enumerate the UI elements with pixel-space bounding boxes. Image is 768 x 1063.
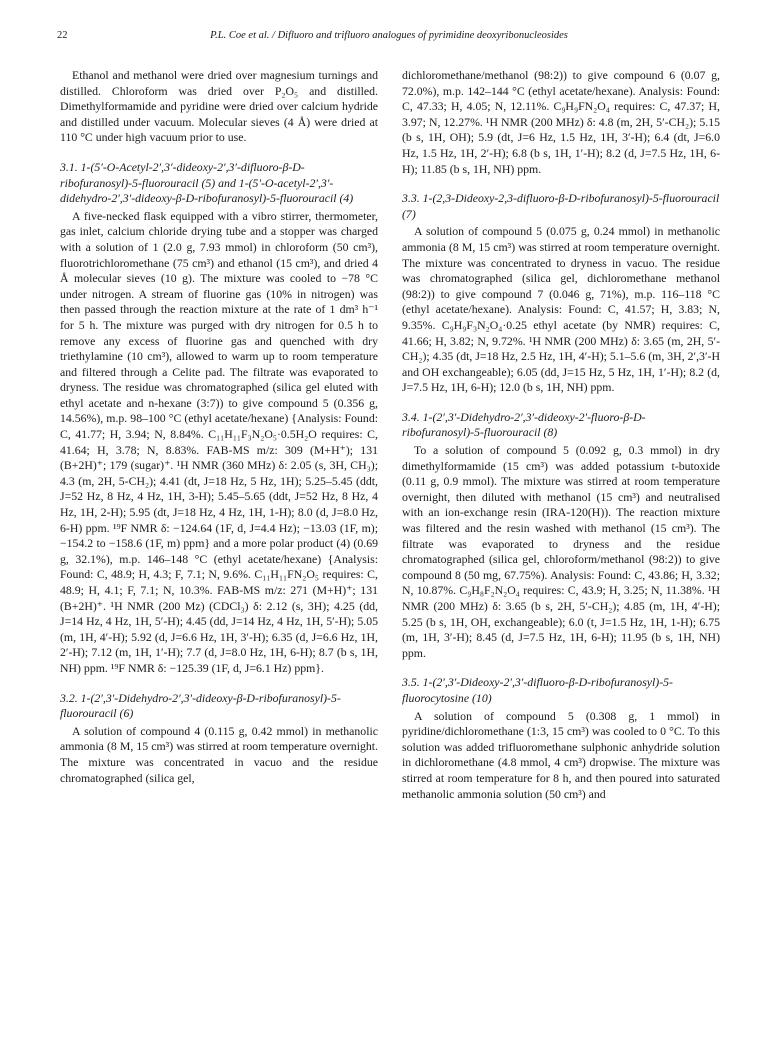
paragraph-3-1: A five-necked flask equipped with a vibro stirrer, thermometer, gas inlet, calcium chloride drying tube and a stopper was charged with a solution of 1 (2.0 g, 7.93 mmol) in chloroform (50 cm³), fluorotrichloromethane (75 cm³) and ethanol (15 cm³), and dried 4 Å molecular sieves (10 g). The mixture was cooled to −78 °C under nitrogen. A stream of fluorine gas (10% in nitrogen) was then passed through the reaction mixture at the rate of 1 dm³ h⁻¹ for 5 h. The mixture was purged with dry nitrogen for 0.5 h to remove any excess of fluorine gas and quenched with dry triethylamine (10 cm³), allowed to warm up to room temperature and filtered through a Celite pad. The filtrate was evaporated to dryness. The residue was chromatographed (silica gel eluted with ethyl acetate and n-hexane (3:7)) to give compound 5 (0.356 g, 14.56%), m.p. 98–100 °C (ethyl acetate/hexane) {Analysis: Found: C, 41.77; H, 3.94; N, 8.84%. C₁₁H₁₁F₃N₂O₅·0.5H₂O requires: C, 41.64; H, 3.78; N, 8.83%. FAB-MS m/z: 309 (M+H⁺); 131 (B+2H)⁺; 179 (sugar)⁺. ¹H NMR (360 MHz) δ: 2.05 (s, 3H, CH₃); 4.3 (m, 2H, 5-CH₂); 4.41 (dt, J=18 Hz, 5 Hz, 1H); 5.25–5.45 (ddt, J=52 Hz, 8 Hz, 4 Hz, 1H, 3-H); 5.45–5.65 (ddt, J=52 Hz, 8 Hz, 4 Hz, 1H, 2-H); 5.95 (dt, J=18 Hz, 4 Hz, 1H, 1-H); 8.0 (d, J=8.0 Hz, 6-H) ppm. ¹⁹F NMR δ: −124.64 (1F, d, J=4.4 Hz); −13.03 (1F, m); −154.2 to −158.6 (1F, m) ppm} and a more polar product (4) (0.69 g, 32.1%), m.p. 146–148 °C (ethyl acetate/hexane) {Analysis: Found: C, 48.9; H, 4.3; F, 7.1; N, 9.6%. C₁₁H₁₁FN₂O₅ requires: C, 48.9; H, 4.1; F, 7.1; N, 10.3%. FAB-MS m/z: 271 (M+H)⁺; 131 (B+2H)⁺. ¹H NMR (200 Mz) (CDCl₃) δ: 2.12 (s, 3H); 4.25 (dd, J=14 Hz, 4 Hz, 1H, 5′-H); 4.45 (dd, J=14 Hz, 4 Hz, 1H, 5′-H); 5.05 (m, 1H, 4′-H); 5.92 (d, J=6.6 Hz, 1H, 3′-H); 6.35 (d, J=6.6 Hz, 1H, 2′-H); 7.12 (m, 1H, 1′-H); 7.7 (d, J=8.0 Hz, 1H, 6-H); 8.7 (b s, 1H, NH) ppm. ¹⁹F NMR δ: −125.39 (1F, d, J=6.1 Hz) ppm}. [60, 208, 378, 675]
section-heading-3-4: 3.4. 1-(2′,3′-Didehydro-2′,3′-dideoxy-2′-fluoro-β-D-ribofuranosyl)-5-fluorouracil (8) [402, 409, 646, 440]
running-header [57, 30, 721, 46]
paragraph-3-4: To a solution of compound 5 (0.092 g, 0.3 mmol) in dry dimethylformamide (15 cm³) was added potassium t-butoxide (0.11 g, 0.9 mmol). The mixture was stirred at room temperature overnight, then diluted with methanol (15 cm³) and neutralised with an ion-exchange resin (IRA-120(H)). The reaction mixture was filtered and the resin washed with methanol (15 cm³). The filtrate was evaporated to dryness and the residue chromatographed (silica gel, chloroform/methanol (98:2)) to give compound 8 (50 mg, 67.75%). Analysis: Found: C, 43.86; H, 3.32; N, 10.87%. C₉H₈F₂N₂O₄ requires: C, 43.9; H, 3.25; N, 11.38%. ¹H NMR (200 MHz) δ: 3.65 (b s, 2H, 5′-CH₂); 4.85 (m, 1H, 4′-H); 5.25 (b s, 1H, OH, exchangeable); 6.0 (t, J=1.5 Hz, 1H, 1-H); 6.75 (m, 1H, 3′-H); 8.45 (d, J=7.5 Hz, 1H, 6-H); 11.95 (b s, 1H, NH) ppm. [402, 443, 720, 660]
section-heading-3-1: 3.1. 1-(5′-O-Acetyl-2′,3′-dideoxy-2′,3′-difluoro-β-D-ribofuranosyl)-5-fluorouracil (5) and 1-(5′-O-acetyl-2′,3′-didehydro-2′,3′-dideoxy-β-D-ribofuranosyl)-5-fluorouracil (4) [60, 159, 354, 206]
right-column [402, 68, 720, 1043]
paragraph-solvents: Ethanol and methanol were dried over magnesium turnings and distilled. Chloroform was dried over P₂O₅ and distilled. Dimethylformamide and pyridine were dried over calcium hydride and distilled under vacuum. Molecular sieves (4 Å) were dried at 110 °C under high vacuum prior to use. [60, 68, 378, 145]
running-title: P.L. Coe et al. / Difluoro and trifluoro analogues of pyrimidine deoxyribonucleosides [210, 30, 568, 41]
page-number: 22 [57, 30, 68, 41]
section-heading-3-3: 3.3. 1-(2,3-Dideoxy-2,3-difluoro-β-D-ribofuranosyl)-5-fluorouracil (7) [402, 191, 720, 221]
section-heading-3-2: 3.2. 1-(2′,3′-Didehydro-2′,3′-dideoxy-β-D-ribofuranosyl)-5-fluorouracil (6) [60, 690, 341, 721]
paragraph-3-2: A solution of compound 4 (0.115 g, 0.42 mmol) in methanolic ammonia (8 M, 15 cm³) was stirred at room temperature overnight. The mixture was concentrated in vacuo and the residue chromatographed (silica gel, [60, 723, 378, 785]
paragraph-3-3: A solution of compound 5 (0.075 g, 0.24 mmol) in methanolic ammonia (8 M, 15 cm³) was stirred at room temperature overnight. The mixture was concentrated to dryness in vacuo. The residue was chromatographed (silica gel, dichloromethane methanol (98:2)) to give compound 7 (0.046 g, 71%), m.p. 116–118 °C (ethyl acetate/hexane). Analysis: Found: C, 41.57; H, 3.83; N, 9.35%. C₉H₉F₃N₂O₄·0.25 ethyl acetate (by NMR) requires: C, 41.66; H, 3.82; N, 9.72%. ¹H NMR (200 MHz) δ: 3.65 (m, 2H, 5′-CH₂); 4.35 (dt, J=18 Hz, 2.5 Hz, 1H, 4′-H); 5.1–5.6 (m, 3H, 2′,3′-H and OH exchangeable); 6.05 (dd, J=15 Hz, 5 Hz, 1H, 1′-H); 8.2 (d, J=7.5 Hz, 1H, 6-H); 12.0 (b s, 1H, NH) ppm. [402, 224, 720, 395]
section-heading-3-5: 3.5. 1-(2′,3′-Dideoxy-2′,3′-difluoro-β-D-ribofuranosyl)-5-fluorocytosine (10) [402, 675, 673, 705]
paragraph-3-2-continued: dichloromethane/methanol (98:2)) to give compound 6 (0.07 g, 72.0%), m.p. 142–144 °C (ethyl acetate/hexane). Analysis: Found: C, 47.33; H, 4.05; N, 12.11%. C₉H₉FN₂O₄ requires: C, 47.37; H, 3.97; N, 12.27%. ¹H NMR (200 MHz) δ: 4.8 (m, 2H, 5′-CH₂); 5.15 (b s, 1H, OH); 5.9 (dt, J=6 Hz, 1.5 Hz, 1H, 3′-H); 6.4 (dt, J=6.0 Hz, 1.5 Hz, 1H, 2′-H); 6.8 (b s, 1H, 1′-H); 8.2 (d, J=7.5 Hz, 1H, 6-H); 11.85 (b s, 1H, NH) ppm. [402, 68, 720, 176]
left-column [60, 68, 378, 1043]
paragraph-3-5: A solution of compound 5 (0.308 g, 1 mmol) in pyridine/dichloromethane (1:3, 15 cm³) was cooled to 0 °C. To this solution was added trifluoromethane sulphonic anhydride solution in dichloromethane (4.8 mmol, 4 cm³) dropwise. The mixture was stirred at room temperature for 8 h, and then poured into saturated methanolic ammonia solution (50 cm³) and [402, 708, 720, 801]
